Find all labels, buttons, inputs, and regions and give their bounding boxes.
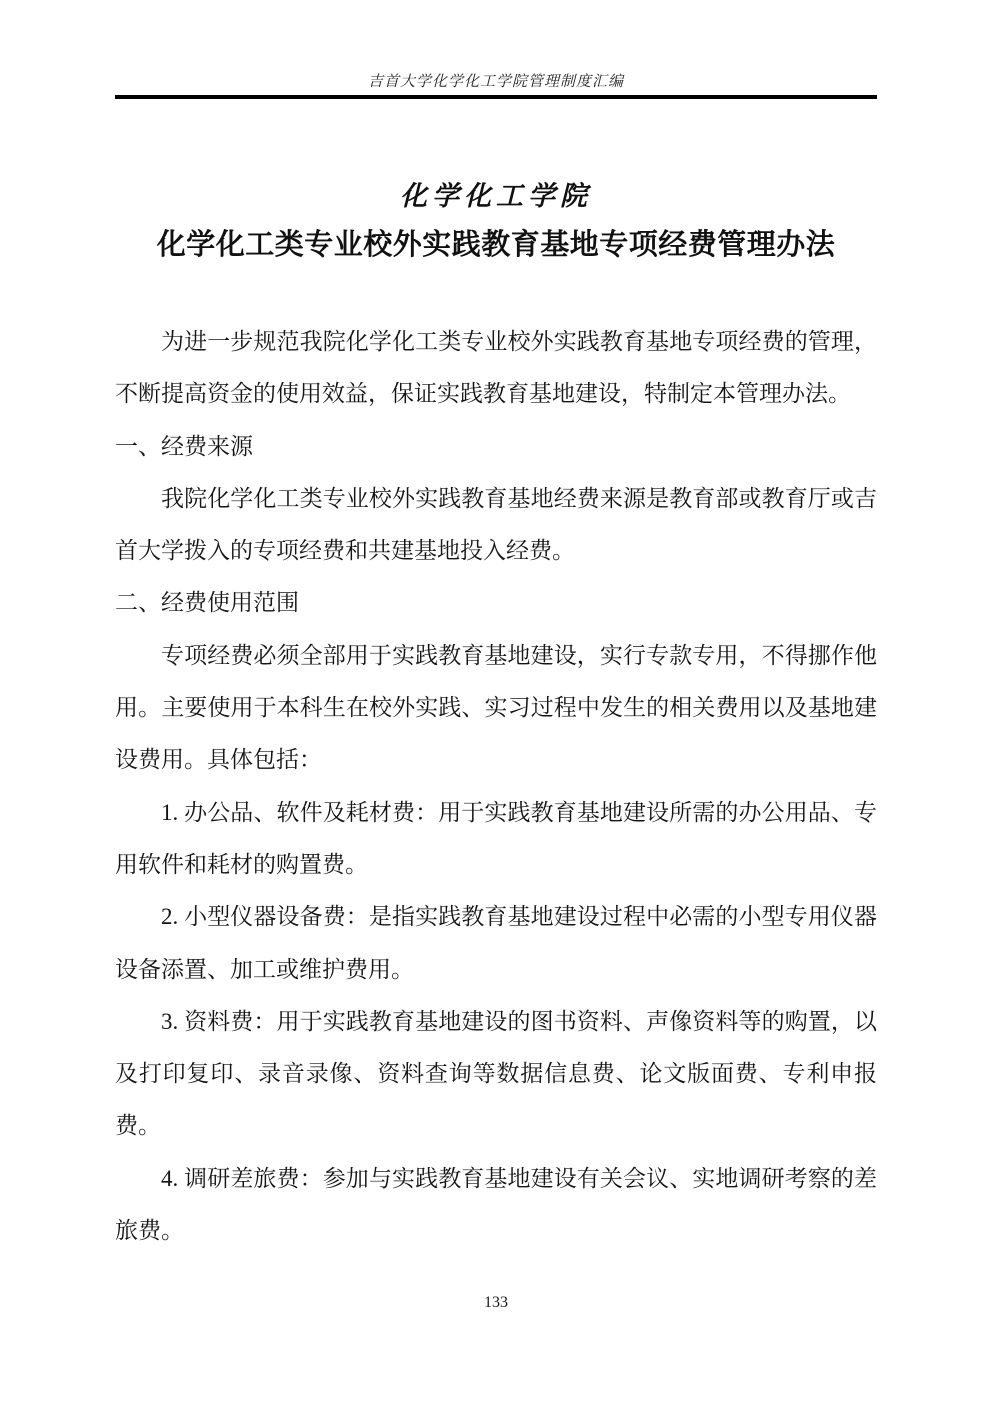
institute-title: 化学化工学院 (400, 181, 592, 211)
document-title: 化学化工类专业校外实践教育基地专项经费管理办法 (156, 229, 836, 261)
list-item-materials-fee: 3. 资料费：用于实践教育基地建设的图书资料、声像资料等的购置，以及打印复印、录音录像、资料查询等数据信息费、论文版面费、专利申报费。 (115, 1008, 877, 1139)
section-2-text: 专项经费必须全部用于实践教育基地建设，实行专款专用，不得挪作他用。主要使用于本科生在校外实践、实习过程中发生的相关费用以及基地建设费用。具体包括： (115, 642, 877, 773)
header-rule (115, 95, 877, 99)
running-header: 吉首大学化学化工学院管理制度汇编 (367, 74, 624, 90)
paragraph-intro: 为进一步规范我院化学化工类专业校外实践教育基地专项经费的管理，不断提高资金的使用效益，保证实践教育基地建设，特制定本管理办法。 (115, 329, 877, 407)
document-body (115, 316, 877, 1257)
list-item-travel-fee: 4. 调研差旅费：参加与实践教育基地建设有关会议、实地调研考察的差旅费。 (115, 1165, 877, 1244)
list-item-small-equipment: 2. 小型仪器设备费：是指实践教育基地建设过程中必需的小型专用仪器设备添置、加工或维护费用。 (115, 904, 877, 982)
section-heading-2: 二、经费使用范围 (115, 590, 299, 616)
list-item-office-supplies: 1. 办公品、软件及耗材费：用于实践教育基地建设所需的办公用品、专用软件和耗材的购置费。 (115, 799, 877, 877)
page-number: 133 (484, 1294, 508, 1311)
section-1-text: 我院化学化工类专业校外实践教育基地经费来源是教育部或教育厅或吉首大学拨入的专项经费和共建基地投入经费。 (115, 485, 877, 564)
page-footer (0, 1294, 992, 1312)
section-heading-1: 一、经费来源 (115, 433, 253, 459)
